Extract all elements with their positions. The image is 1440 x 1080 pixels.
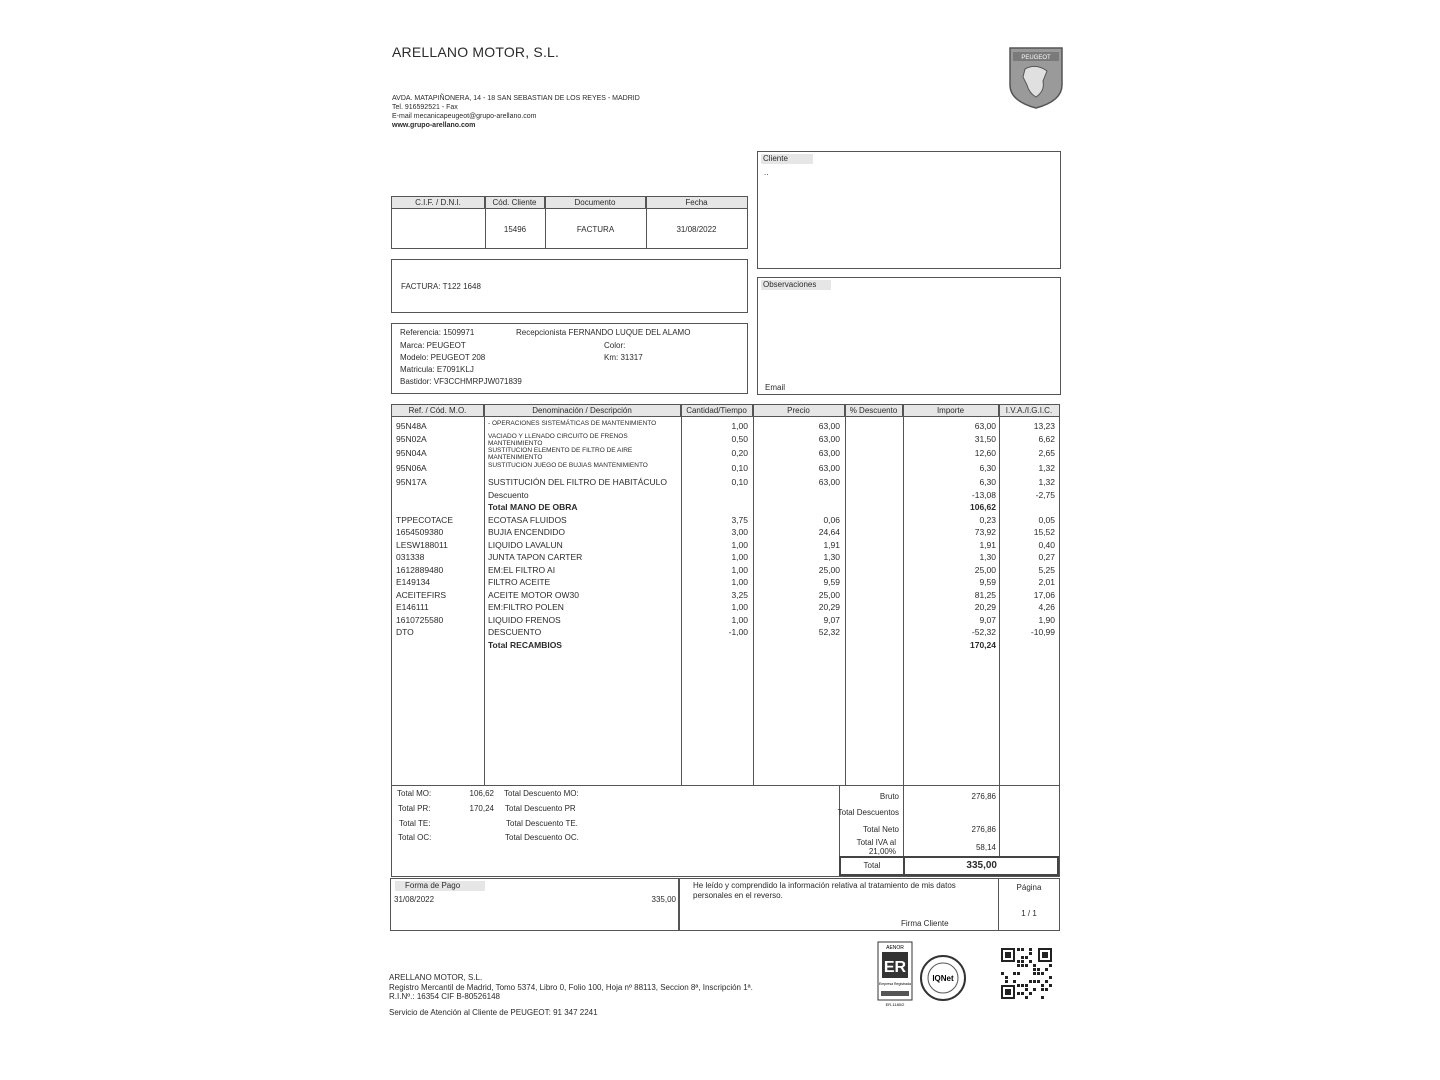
bruto-label: Bruto — [879, 792, 899, 801]
line-price: 20,29 — [818, 602, 840, 612]
marca: Marca: PEUGEOT — [400, 341, 466, 350]
company-tel: Tel. 916592521 - Fax — [392, 104, 458, 111]
line-importe: 9,07 — [979, 614, 996, 625]
line-ref: 1612889480 — [396, 564, 444, 575]
line-importe: 25,00 — [974, 564, 996, 575]
total-pr-label: Total PR: — [398, 804, 431, 813]
table-row — [392, 564, 1059, 576]
line-qty: 0,50 — [731, 433, 748, 444]
line-iva: -2,75 — [1035, 489, 1055, 500]
lines-table — [391, 404, 1060, 786]
cliente-box — [757, 151, 1061, 269]
table-row — [392, 526, 1059, 538]
total-row — [839, 856, 1059, 876]
line-ref: 031338 — [396, 552, 425, 562]
observaciones-label: Observaciones — [761, 280, 831, 290]
line-importe: 170,24 — [970, 639, 996, 650]
referencia: Referencia: 1509971 — [400, 328, 475, 337]
line-price: 1,30 — [823, 552, 840, 562]
company-email: E-mail mecanicapeugeot@grupo-arellano.com — [392, 113, 537, 120]
line-importe: -13,08 — [971, 489, 996, 500]
documento-value: FACTURA — [576, 225, 615, 234]
km: Km: 31317 — [604, 353, 643, 362]
svg-text:AENOR: AENOR — [886, 945, 904, 951]
footer-name: ARELLANO MOTOR, S.L. — [389, 973, 483, 982]
line-qty: 1,00 — [731, 564, 748, 575]
line-qty: 1,00 — [731, 539, 748, 550]
table-row — [392, 420, 1059, 432]
line-qty: 1,00 — [731, 602, 748, 612]
line-desc: EM:EL FILTRO AI — [488, 564, 556, 575]
table-row — [392, 589, 1059, 601]
col-importe: Importe — [903, 405, 999, 416]
total-te-label: Total TE: — [399, 819, 431, 828]
payment-date: 31/08/2022 — [394, 895, 435, 904]
line-importe: 1,30 — [979, 552, 996, 562]
line-ref: 95N48A — [396, 421, 427, 431]
iva-label-1: Total IVA al — [856, 838, 896, 847]
aenor-logo — [877, 941, 913, 1009]
line-price: 25,00 — [818, 589, 840, 600]
line-iva: 0,27 — [1038, 552, 1055, 562]
company-address: AVDA. MATAPIÑONERA, 14 - 18 SAN SEBASTIAN DE LOS REYES - MADRID — [392, 95, 640, 102]
line-importe: 9,59 — [979, 577, 996, 587]
line-iva: 1,90 — [1038, 614, 1055, 625]
line-qty: 1,00 — [731, 421, 748, 431]
line-desc: Descuento — [488, 489, 529, 500]
line-price: 1,91 — [823, 539, 840, 550]
line-importe: 63,00 — [974, 421, 996, 431]
line-importe: 12,60 — [974, 448, 996, 458]
line-price: 52,32 — [818, 627, 840, 637]
line-ref: 1610725580 — [396, 614, 444, 625]
factura-box — [391, 259, 748, 313]
line-iva: 0,40 — [1038, 539, 1055, 550]
line-ref: TPPECOTACE — [396, 514, 453, 525]
bastidor: Bastidor: VF3CCHMRPJW071839 — [400, 377, 522, 386]
line-qty: 3,75 — [731, 514, 748, 525]
table-row — [392, 433, 1059, 445]
matricula: Matricula: E7091KLJ — [400, 365, 474, 374]
pagina-box — [998, 878, 1060, 931]
neto-value: 276,86 — [971, 825, 996, 834]
line-price: 9,59 — [823, 577, 840, 587]
line-ref: 95N06A — [396, 462, 427, 473]
totals-box — [391, 786, 1060, 877]
line-desc: SUSTITUCION JUEGO DE BUJIAS MANTENIMIENTO — [488, 461, 648, 469]
line-price: 24,64 — [818, 527, 840, 537]
table-row — [392, 514, 1059, 526]
line-qty: 0,10 — [731, 462, 748, 473]
line-ref: 95N02A — [396, 433, 427, 444]
svg-text:ER: ER — [883, 959, 907, 976]
line-ref: 95N17A — [396, 477, 427, 487]
line-desc: SUSTITUCIÓN DEL FILTRO DE HABITÁCULO — [488, 477, 667, 487]
line-desc: - OPERACIONES SISTEMÁTICAS DE MANTENIMIENTO — [488, 420, 657, 427]
line-ref: 95N04A — [396, 448, 427, 458]
table-row — [392, 551, 1059, 563]
line-iva: 1,32 — [1038, 462, 1055, 473]
iva-label-2: 21,00% — [868, 847, 896, 856]
svg-text:ER-1180/2: ER-1180/2 — [885, 1002, 905, 1007]
line-importe: 6,30 — [979, 462, 996, 473]
cliente-value: .. — [764, 168, 769, 177]
privacy-box — [679, 878, 999, 931]
col-ref: Ref. / Cód. M.O. — [392, 405, 484, 416]
line-desc: JUNTA TAPON CARTER — [488, 552, 583, 562]
total-desc-te-label: Total Descuento TE. — [506, 819, 578, 828]
line-ref: LESW188011 — [396, 539, 448, 550]
table-row — [392, 601, 1059, 613]
peugeot-logo — [1007, 45, 1065, 110]
cliente-label: Cliente — [761, 154, 813, 164]
line-importe: 6,30 — [979, 477, 996, 487]
line-desc: ECOTASA FLUIDOS — [488, 514, 567, 525]
line-qty: 0,20 — [731, 448, 748, 458]
line-importe: -52,32 — [971, 627, 996, 637]
line-qty: 1,00 — [731, 577, 748, 587]
line-ref: 1654509380 — [396, 527, 444, 537]
line-ref: DTO — [396, 627, 414, 637]
line-desc: ACEITE MOTOR OW30 — [488, 589, 579, 600]
table-row — [392, 576, 1059, 588]
line-iva: 5,25 — [1038, 564, 1055, 575]
line-qty: 3,25 — [731, 589, 748, 600]
svg-text:IQNet: IQNet — [932, 974, 954, 983]
col-iva: I.V.A./I.G.I.C. — [999, 405, 1059, 416]
col-fecha: Fecha — [646, 197, 747, 208]
iqnet-logo — [919, 954, 967, 1002]
line-price: 63,00 — [818, 462, 840, 473]
table-row — [392, 626, 1059, 638]
payment-label: Forma de Pago — [395, 881, 485, 891]
line-iva: 15,52 — [1033, 527, 1055, 537]
line-qty: 0,10 — [731, 477, 748, 487]
email-label: Email — [765, 383, 786, 392]
line-iva: 4,26 — [1038, 602, 1055, 612]
line-desc: BUJIA ENCENDIDO — [488, 527, 565, 537]
line-importe: 20,29 — [974, 602, 996, 612]
line-desc: FILTRO ACEITE — [488, 577, 551, 587]
line-qty: -1,00 — [728, 627, 748, 637]
line-ref: ACEITEFIRS — [396, 589, 447, 600]
total-pr-value: 170,24 — [469, 804, 494, 813]
line-qty: 3,00 — [731, 527, 748, 537]
svg-text:Empresa Registrada: Empresa Registrada — [879, 982, 911, 986]
line-iva: 0,05 — [1038, 514, 1055, 525]
vehicle-box — [391, 323, 748, 394]
cod-cliente-value: 15496 — [503, 225, 527, 234]
line-importe: 106,62 — [970, 502, 996, 512]
line-ref: E146111 — [396, 602, 429, 612]
line-desc: DESCUENTO — [488, 627, 542, 637]
line-desc: LIQUIDO LAVALUN — [488, 539, 563, 550]
payment-box — [390, 878, 679, 931]
table-row — [392, 447, 1059, 459]
total-desc-mo-label: Total Descuento MO: — [504, 789, 579, 798]
line-importe: 31,50 — [974, 433, 996, 444]
bruto-value: 276,86 — [971, 792, 996, 801]
company-web: www.grupo-arellano.com — [392, 122, 476, 129]
line-price: 9,07 — [823, 614, 840, 625]
line-iva: 2,01 — [1038, 577, 1055, 587]
neto-label: Total Neto — [862, 825, 899, 834]
line-iva: 1,32 — [1038, 477, 1055, 487]
company-name: ARELLANO MOTOR, S.L. — [392, 44, 560, 60]
total-oc-label: Total OC: — [398, 833, 432, 842]
line-desc: Total RECAMBIOS — [488, 639, 562, 650]
line-importe: 73,92 — [974, 527, 996, 537]
header-table — [391, 196, 748, 249]
observaciones-box — [757, 277, 1061, 395]
line-desc: LIQUIDO FRENOS — [488, 614, 561, 625]
svg-text:PEUGEOT: PEUGEOT — [1021, 55, 1051, 61]
footer-registro: Registro Mercantil de Madrid, Tomo 5374, Libro 0, Folio 100, Hoja nº 88113, Seccion 8ª, Inscripción 1ª. — [389, 983, 753, 992]
table-row — [392, 501, 1059, 513]
table-row — [392, 539, 1059, 551]
table-row — [392, 489, 1059, 501]
line-qty: 1,00 — [731, 614, 748, 625]
footer-servicio: Servicio de Atención al Cliente de PEUGEOT: 91 347 2241 — [389, 1008, 598, 1017]
line-ref: E149134 — [396, 577, 431, 587]
table-row — [392, 462, 1059, 474]
fecha-value: 31/08/2022 — [676, 225, 717, 234]
line-iva: 2,65 — [1038, 448, 1055, 458]
total-mo-label: Total MO: — [397, 789, 432, 798]
factura-number: FACTURA: T122 1648 — [401, 282, 481, 291]
line-desc: SUSTITUCION ELEMENTO DE FILTRO DE AIRE MANTENIMIENTO — [488, 447, 633, 461]
table-row — [392, 639, 1059, 651]
col-desc: Denominación / Descripción — [484, 405, 681, 416]
line-price: 63,00 — [818, 421, 840, 431]
line-price: 63,00 — [818, 477, 840, 487]
pagina-label: Página — [1016, 883, 1042, 892]
color: Color: — [604, 341, 626, 350]
table-row — [392, 614, 1059, 626]
descuentos-label: Total Descuentos — [837, 808, 899, 817]
col-qty: Cantidad/Tiempo — [681, 405, 753, 416]
recepcionista: Recepcionista FERNANDO LUQUE DEL ALAMO — [516, 328, 691, 337]
footer-rin: R.I.Nº.: 16354 CIF B-80526148 — [389, 992, 500, 1001]
line-iva: 13,23 — [1033, 421, 1055, 431]
line-qty: 1,00 — [731, 552, 748, 562]
payment-amount: 335,00 — [651, 895, 676, 904]
line-desc: Total MANO DE OBRA — [488, 502, 578, 512]
firma-cliente: Firma Cliente — [901, 919, 949, 928]
privacy-text: He leído y comprendido la información relativa al tratamiento de mis datos personales en el reverso. — [693, 881, 956, 900]
line-importe: 0,23 — [979, 514, 996, 525]
line-iva: -10,99 — [1030, 627, 1055, 637]
line-iva: 6,62 — [1038, 433, 1055, 444]
total-desc-oc-label: Total Descuento OC. — [505, 833, 579, 842]
col-cif: C.I.F. / D.N.I. — [392, 197, 485, 208]
line-price: 63,00 — [818, 448, 840, 458]
line-price: 0,06 — [823, 514, 840, 525]
col-cod-cliente: Cód. Cliente — [485, 197, 545, 208]
line-desc: VACIADO Y LLENADO CIRCUITO DE FRENOS MANTENIMIENTO — [488, 432, 628, 447]
line-importe: 1,91 — [979, 539, 996, 550]
total-desc-pr-label: Total Descuento PR — [505, 804, 576, 813]
qr-code — [1000, 947, 1053, 1000]
total-value: 335,00 — [966, 860, 997, 871]
col-price: Precio — [753, 405, 845, 416]
total-label: Total — [863, 861, 881, 870]
line-price: 25,00 — [818, 564, 840, 575]
total-mo-value: 106,62 — [469, 789, 494, 798]
col-documento: Documento — [545, 197, 646, 208]
modelo: Modelo: PEUGEOT 208 — [400, 353, 486, 362]
iva-value: 58,14 — [975, 843, 996, 852]
line-price: 63,00 — [818, 433, 840, 444]
table-row — [392, 476, 1059, 488]
line-iva: 17,06 — [1033, 589, 1055, 600]
line-importe: 81,25 — [974, 589, 996, 600]
col-discount: % Descuento — [845, 405, 903, 416]
pagina-value: 1 / 1 — [1021, 909, 1037, 918]
line-desc: EM:FILTRO POLEN — [488, 602, 564, 612]
